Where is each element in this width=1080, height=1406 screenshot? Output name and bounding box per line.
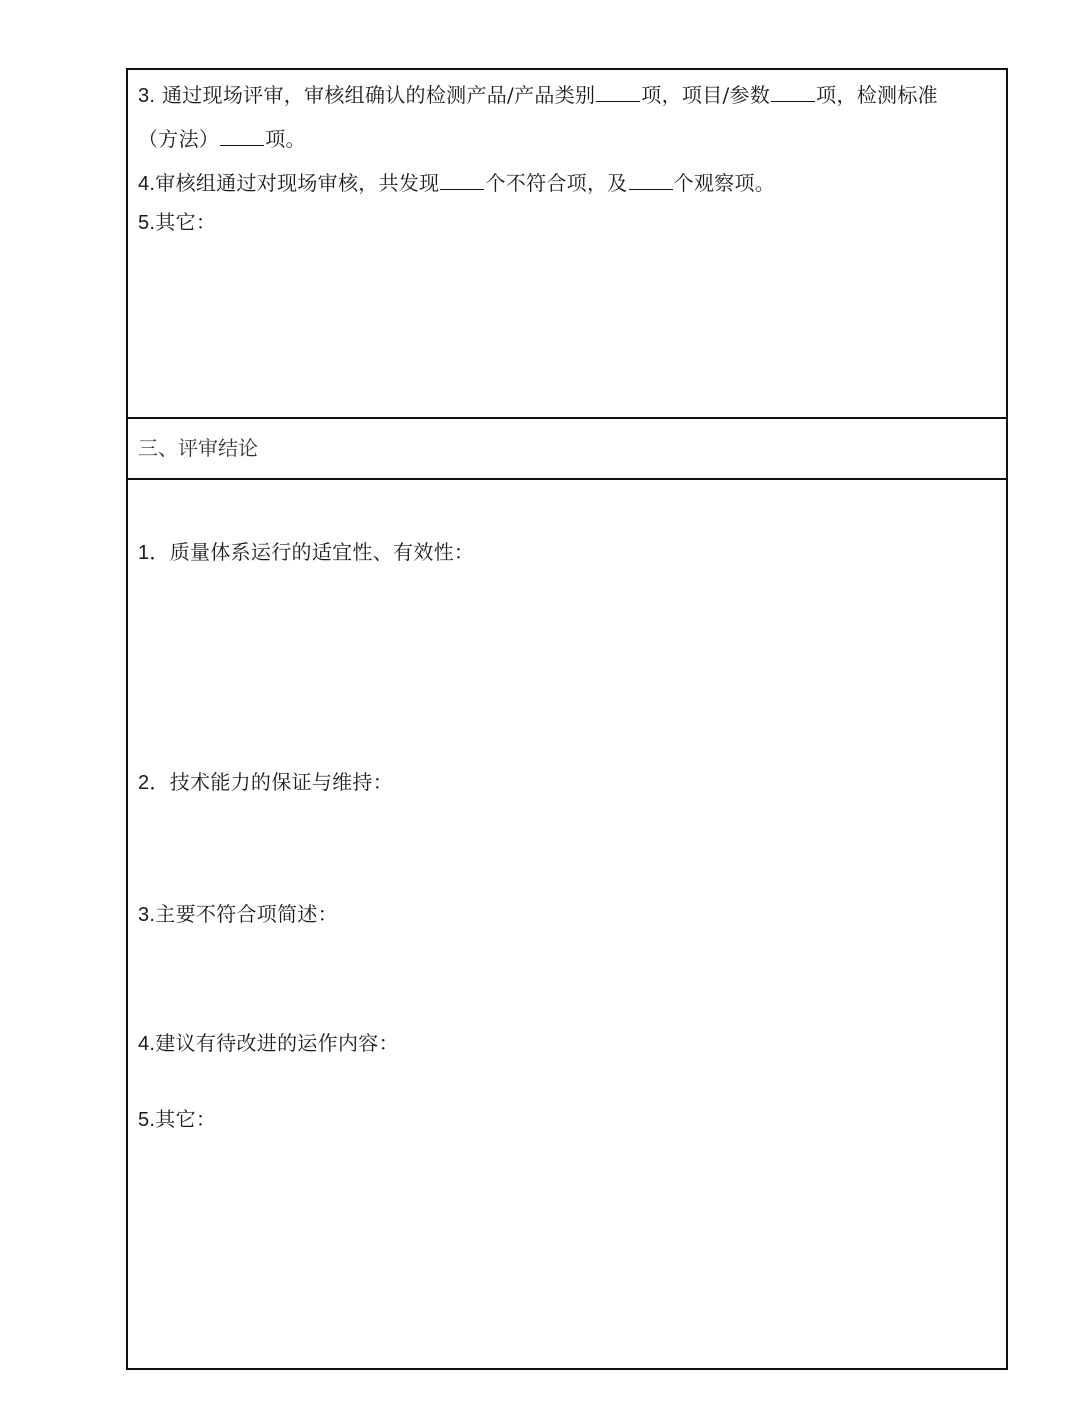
item-3-text-d: （方法） — [138, 127, 220, 151]
conclusion-item-3-text: 主要不符合项简述： — [155, 902, 338, 926]
conclusion-item-1-number: 1． — [138, 542, 170, 564]
conclusion-item-5-number: 5. — [138, 1109, 156, 1131]
item-3-line-1 — [138, 81, 996, 110]
section-title: 三、评审结论 — [138, 436, 258, 460]
section-title-cell — [128, 419, 1006, 480]
product-count-blank[interactable] — [596, 83, 640, 102]
item-4-text-b: 个不符合项，及 — [485, 171, 628, 195]
standard-count-blank[interactable] — [220, 127, 264, 146]
item-3-text-c: 项，检测标准 — [816, 83, 938, 107]
conclusion-item-5-text: 其它： — [155, 1107, 217, 1131]
conclusion-item-2 — [138, 768, 996, 797]
conclusion-item-1-text: 质量体系运行的适宜性、有效性： — [169, 540, 475, 564]
conclusion-item-5 — [138, 1105, 996, 1134]
conclusion-item-2-number: 2． — [138, 772, 170, 794]
parameter-count-blank[interactable] — [771, 83, 815, 102]
item-5-line — [138, 208, 996, 237]
conclusion-item-3-number: 3. — [138, 904, 156, 926]
item-3-line-2 — [138, 125, 996, 153]
item-4-line — [138, 169, 996, 198]
item-4-text-a: 审核组通过对现场审核，共发现 — [155, 171, 440, 195]
item-4-text-c: 个观察项。 — [673, 171, 776, 195]
conclusion-cell — [128, 480, 1006, 1368]
item-5-number: 5. — [138, 212, 156, 234]
findings-cell — [128, 70, 1006, 419]
nonconformity-count-blank[interactable] — [440, 171, 484, 190]
observation-count-blank[interactable] — [629, 171, 673, 190]
item-3-text-a: 通过现场评审，审核组确认的检测产品/产品类别 — [161, 83, 596, 107]
item-5-text: 其它： — [155, 210, 217, 234]
conclusion-item-4-number: 4. — [138, 1033, 156, 1055]
conclusion-item-4-text: 建议有待改进的运作内容： — [155, 1031, 399, 1055]
item-3-number: 3. — [138, 85, 156, 107]
conclusion-item-4 — [138, 1029, 996, 1058]
conclusion-item-2-text: 技术能力的保证与维持： — [169, 770, 394, 794]
item-4-number: 4. — [138, 173, 156, 195]
item-3-text-e: 项。 — [265, 127, 306, 151]
item-3-text-b: 项，项目/参数 — [641, 83, 771, 107]
review-form-table — [126, 68, 1008, 1370]
conclusion-item-3 — [138, 900, 996, 929]
conclusion-item-1 — [138, 538, 996, 567]
